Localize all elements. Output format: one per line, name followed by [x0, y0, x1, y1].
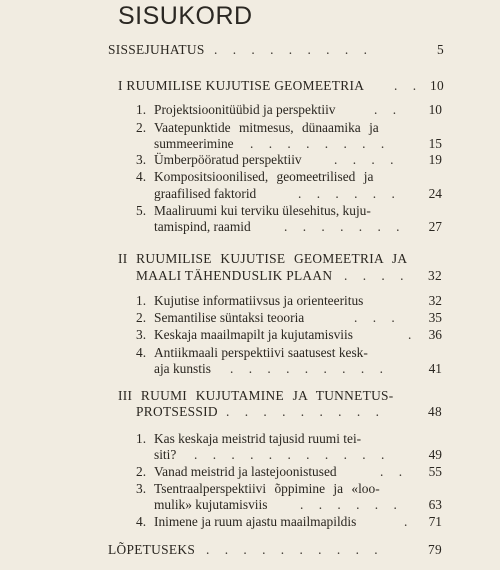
leader-dots: . . .	[354, 310, 401, 325]
leader-dots: . . . .	[334, 152, 400, 167]
leader-dots: . . . . . .	[298, 186, 401, 201]
entry-page: 10	[430, 78, 444, 93]
entry-text: Vanad meistrid ja lastejoonistused	[154, 464, 337, 479]
entry-page: 19	[428, 152, 442, 167]
entry-text: Inimene ja ruum ajastu maailmapildis	[154, 514, 357, 529]
entry-text: Keskaja maailmapilt ja kujutamisviis	[154, 327, 353, 342]
entry-text: mulik» kujutamisviis	[154, 497, 268, 512]
leader-dots: .	[408, 327, 418, 342]
toc-entry-1-5-cont	[0, 217, 500, 237]
toc-entry-chapter-1	[0, 76, 500, 96]
entry-page: 79	[428, 542, 442, 557]
entry-text: III RUUMI KUJUTAMINE JA TUNNETUS-	[118, 388, 394, 403]
entry-text: Semantilise süntaksi teooria	[154, 310, 305, 325]
entry-page: 32	[428, 268, 442, 283]
toc-entry-3-4	[0, 512, 500, 532]
entry-page: 63	[428, 497, 442, 512]
toc-entry-chapter-3-cont	[0, 402, 500, 422]
leader-dots: . .	[394, 78, 423, 93]
entry-text: Vaatepunktide mitmesus, dünaamika ja	[154, 120, 379, 135]
entry-number: 4.	[136, 514, 147, 529]
entry-page: 48	[428, 404, 442, 419]
entry-page: 32	[428, 293, 442, 308]
leader-dots: . . . . . . .	[284, 219, 406, 234]
entry-text: Kas keskaja meistrid tajusid ruumi tei-	[154, 431, 362, 446]
leader-dots: .	[404, 514, 414, 529]
leader-dots: . . . . . . . .	[250, 136, 391, 151]
entry-number: 3.	[136, 481, 147, 496]
entry-text: Tsentraalperspektiivi õppimine ja «loo-	[154, 481, 380, 496]
toc-entry-2-4-cont	[0, 359, 500, 379]
entry-number: 5.	[136, 203, 147, 218]
leader-dots: . . . . . . . . .	[230, 361, 389, 376]
entry-text: Projektsioonitüübid ja perspektiiv	[154, 102, 336, 117]
leader-dots: . . . . . . . . . .	[206, 542, 384, 557]
entry-text: PROTSESSID	[136, 404, 218, 419]
entry-text: LÕPETUSEKS	[108, 542, 196, 557]
leader-dots: . . . .	[344, 268, 410, 283]
entry-page: 24	[428, 186, 442, 201]
entry-text: Antiikmaali perspektiivi saatusest kesk-	[154, 345, 368, 360]
entry-number: 1.	[136, 431, 147, 446]
toc-entry-1-1	[0, 100, 500, 120]
entry-text: tamispind, raamid	[154, 219, 251, 234]
entry-page: 27	[428, 219, 442, 234]
entry-text: Kompositsioonilised, geomeetrilised ja	[154, 169, 374, 184]
toc-entry-2-3	[0, 325, 500, 345]
entry-text: siti?	[154, 447, 177, 462]
leader-dots: . . . . . . . . .	[226, 404, 385, 419]
entry-number: 1.	[136, 293, 147, 308]
entry-number: 3.	[136, 152, 147, 167]
entry-text: Kujutise informatiivsus ja orienteeritus	[154, 293, 364, 308]
entry-page: 49	[428, 447, 442, 462]
entry-text: Ümberpööratud perspektiiv	[154, 152, 302, 167]
entry-text: I RUUMILISE KUJUTISE GEOMEETRIA	[118, 78, 365, 93]
entry-text: graafilised faktorid	[154, 186, 257, 201]
entry-page: 15	[428, 136, 442, 151]
entry-number: 2.	[136, 310, 147, 325]
entry-number: 1.	[136, 102, 147, 117]
entry-number: 4.	[136, 345, 147, 360]
leader-dots: . . . . . . . . .	[214, 42, 373, 57]
page-title: SISUKORD	[118, 2, 253, 30]
entry-number: 2.	[136, 464, 147, 479]
entry-page: 71	[428, 514, 442, 529]
leader-dots: . .	[374, 102, 403, 117]
entry-number: 2.	[136, 120, 147, 135]
entry-text: SISSEJUHATUS	[108, 42, 205, 57]
leader-dots: . .	[380, 464, 409, 479]
leader-dots: . . . . . . . . . . .	[194, 447, 391, 462]
entry-number: 4.	[136, 169, 147, 184]
entry-number: 3.	[136, 327, 147, 342]
leader-dots: . . . . . .	[300, 497, 403, 512]
toc-entry-intro	[0, 40, 500, 60]
entry-text: MAALI TÄHENDUSLIK PLAAN	[136, 268, 333, 283]
toc-entry-conclusion	[0, 540, 500, 560]
entry-page: 55	[428, 464, 442, 479]
entry-text: II RUUMILISE KUJUTISE GEOMEETRIA JA	[118, 251, 408, 266]
entry-page: 36	[428, 327, 442, 342]
entry-page: 5	[437, 42, 444, 57]
entry-page: 41	[428, 361, 442, 376]
entry-page: 10	[428, 102, 442, 117]
entry-text: Maaliruumi kui terviku ülesehitus, kuju-	[154, 203, 371, 218]
entry-text: aja kunstis	[154, 361, 211, 376]
entry-text: summeerimine	[154, 136, 234, 151]
entry-page: 35	[428, 310, 442, 325]
toc-entry-chapter-2-cont	[0, 266, 500, 286]
